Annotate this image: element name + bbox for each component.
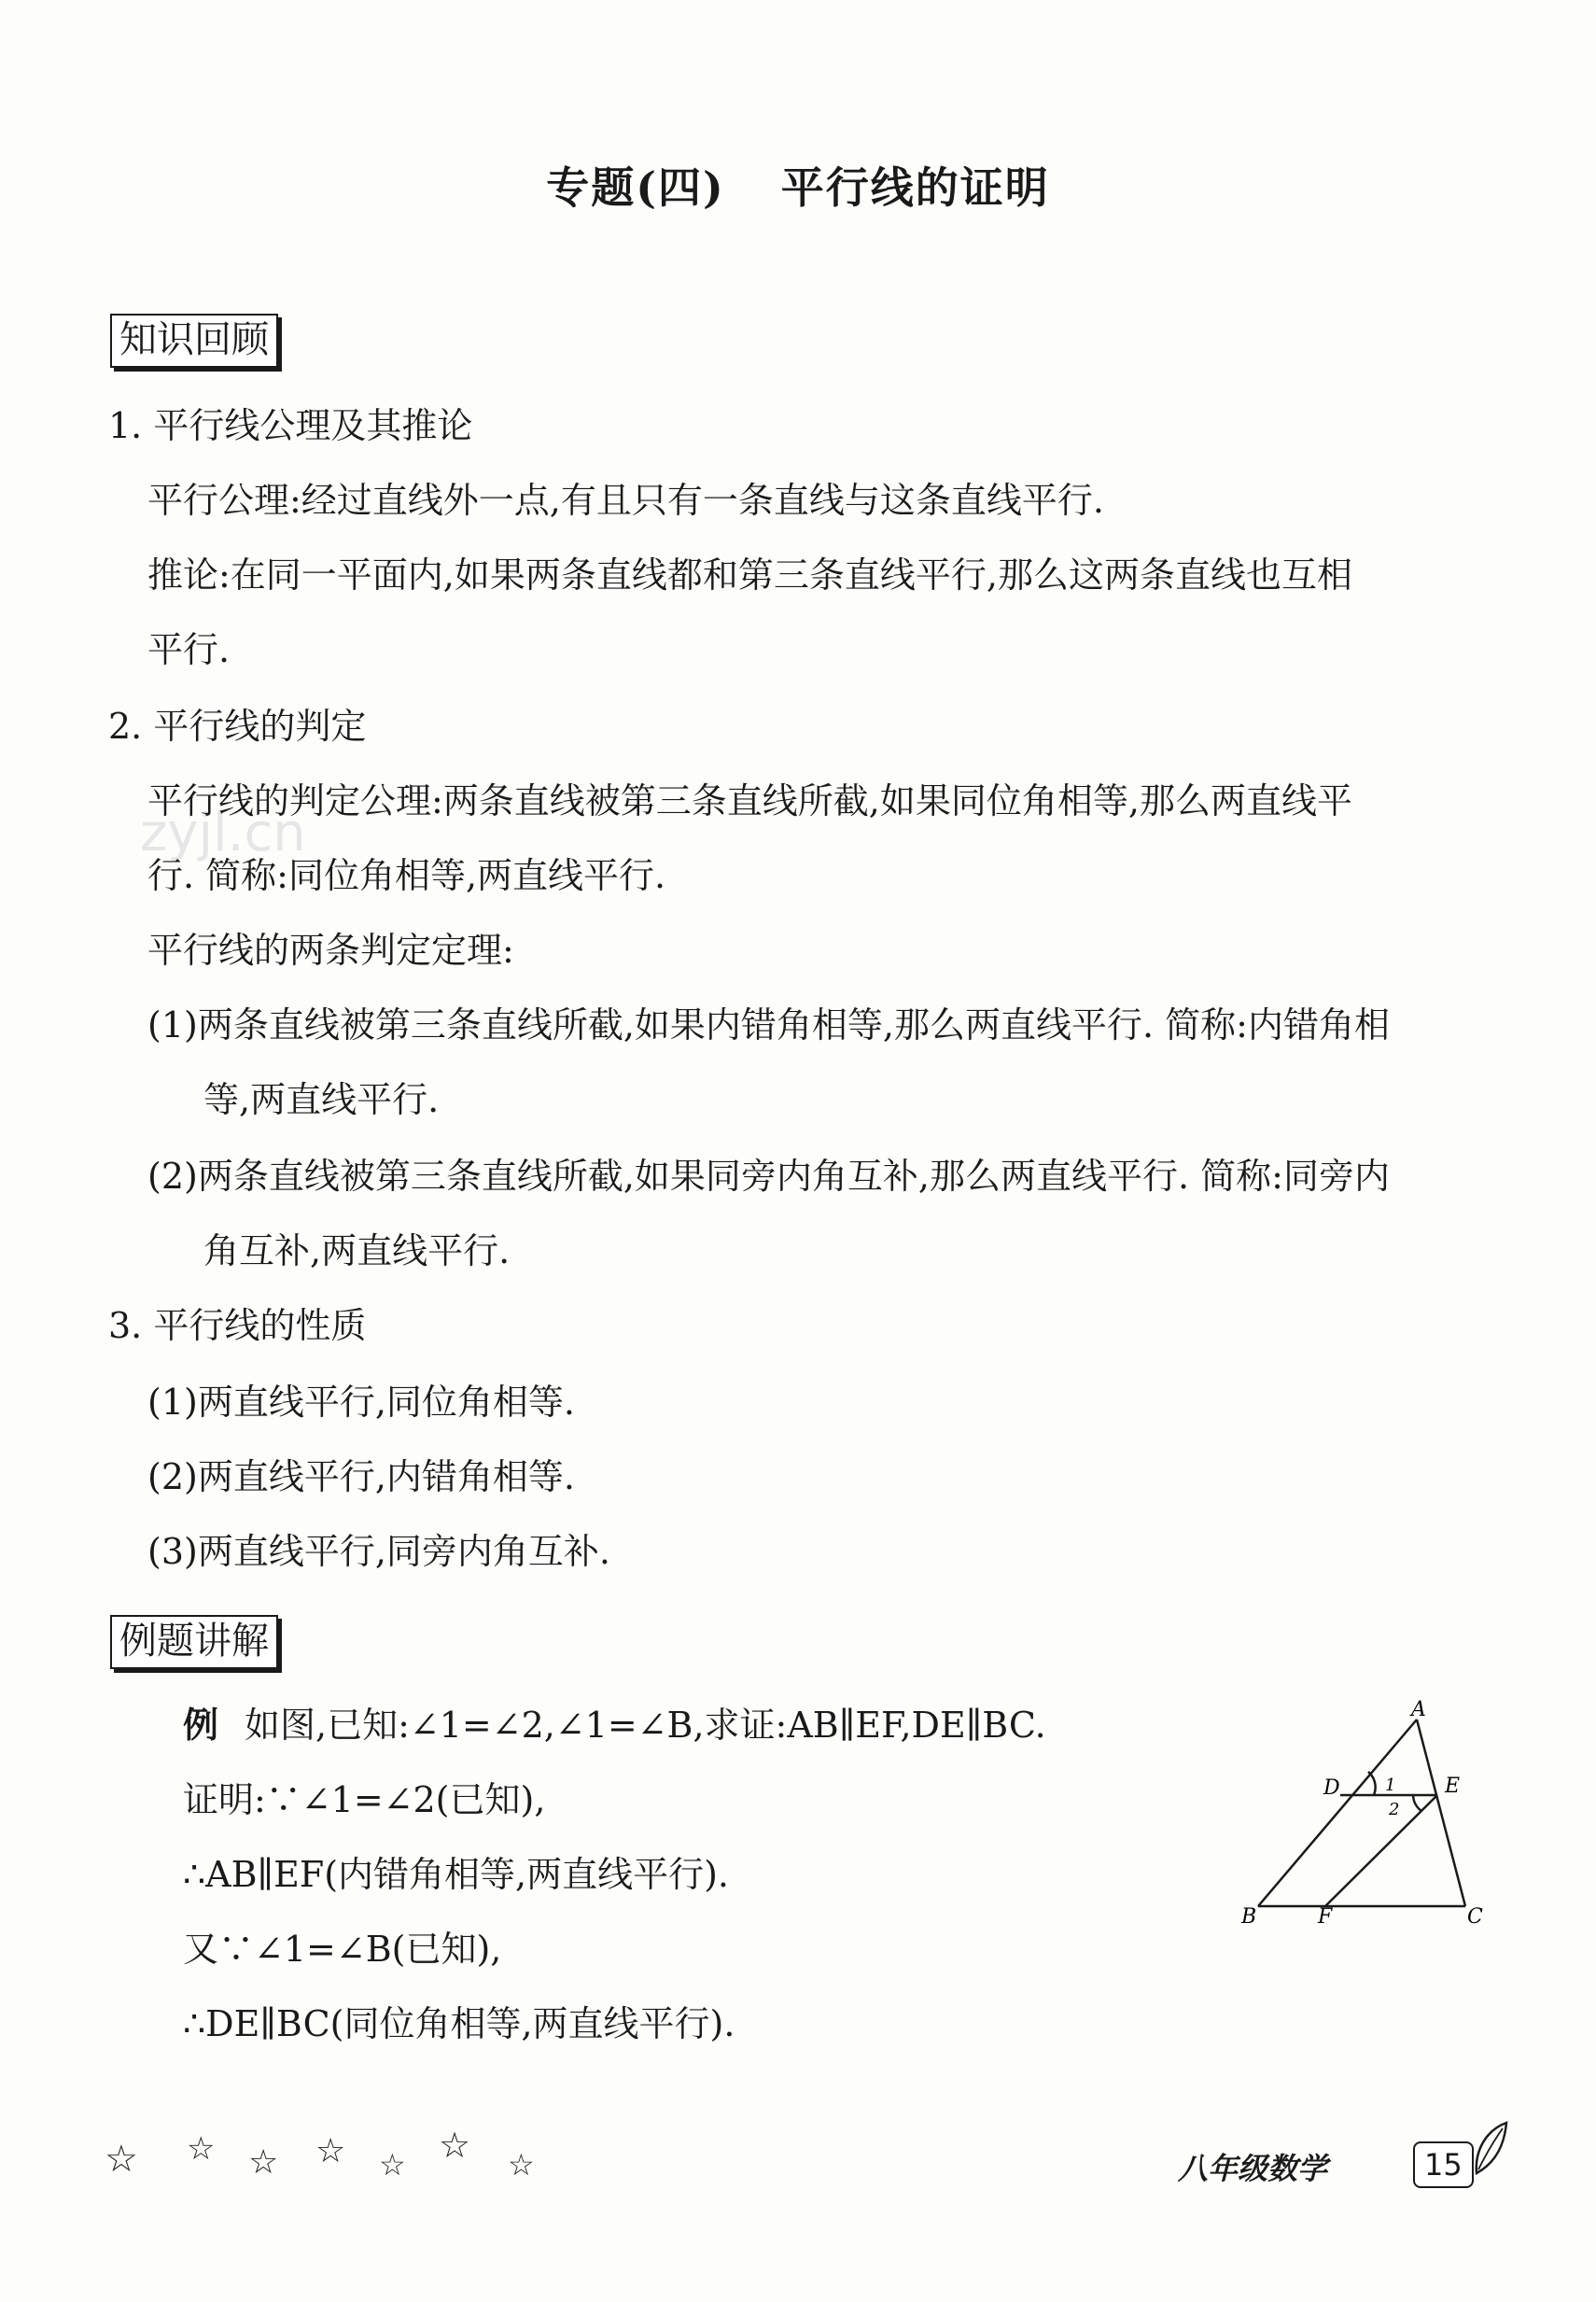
proof-step-2: ∴AB∥EF(内错角相等,两直线平行). [183, 1854, 730, 1895]
star-icon: ☆ [439, 2125, 471, 2166]
section-label-example: 例题讲解 [110, 1615, 278, 1669]
theorem-2-line2: 角互补,两直线平行. [203, 1230, 511, 1271]
heading-3: 3. 平行线的性质 [108, 1305, 367, 1346]
proof-step-4: ∴DE∥BC(同位角相等,两直线平行). [183, 2003, 735, 2044]
title-topic-name: 平行线的证明 [780, 162, 1050, 213]
leaf-icon [1469, 2117, 1512, 2177]
star-icon: ☆ [315, 2132, 346, 2170]
property-3: (3)两直线平行,同旁内角互补. [147, 1531, 610, 1572]
example-text: 如图,已知:∠1=∠2,∠1=∠B,求证:AB∥EF,DE∥BC. [245, 1705, 1046, 1746]
theorem-1-line2: 等,两直线平行. [203, 1079, 440, 1120]
label-E: E [1445, 1775, 1461, 1798]
theorem-2-line1: (2)两条直线被第三条直线所截,如果同旁内角互补,那么两直线平行. 简称:同旁内 [147, 1156, 1390, 1197]
segment-EF [1325, 1795, 1437, 1906]
proof-step-1: 证明:∵∠1=∠2(已知), [183, 1779, 546, 1820]
label-angle-2: 2 [1389, 1800, 1400, 1819]
page-number: 15 [1413, 2141, 1474, 2188]
star-icon: ☆ [508, 2147, 535, 2183]
geometry-figure [1232, 1699, 1503, 1942]
angle-2-arc [1413, 1795, 1421, 1811]
paragraph-corollary-line2: 平行. [147, 629, 231, 670]
star-icon: ☆ [105, 2138, 138, 2181]
section-label-review: 知识回顾 [110, 314, 278, 368]
label-B: B [1241, 1905, 1257, 1929]
label-C: C [1467, 1905, 1483, 1929]
paragraph-determination-axiom-line2: 行. 简称:同位角相等,两直线平行. [147, 855, 666, 896]
label-A: A [1411, 1699, 1426, 1721]
heading-1: 1. 平行线公理及其推论 [108, 405, 473, 446]
theorem-1-line1: (1)两条直线被第三条直线所截,如果内错角相等,那么两直线平行. 简称:内错角相 [147, 1004, 1390, 1046]
label-F: F [1318, 1905, 1333, 1929]
title-topic-number: 专题(四) [546, 162, 725, 213]
paragraph-determination-theorems: 平行线的两条判定定理: [147, 930, 514, 971]
label-angle-1: 1 [1385, 1776, 1396, 1795]
star-icon: ☆ [248, 2143, 279, 2182]
star-icon: ☆ [379, 2147, 406, 2183]
property-1: (1)两直线平行,同位角相等. [147, 1382, 575, 1423]
footer-subject: 八年级数学 [1178, 2151, 1328, 2186]
watermark: zyjl.cn [140, 803, 306, 863]
heading-2: 2. 平行线的判定 [108, 706, 367, 747]
star-icon: ☆ [187, 2130, 216, 2168]
example-statement [183, 1701, 1046, 1749]
paragraph-parallel-axiom: 平行公理:经过直线外一点,有且只有一条直线与这条直线平行. [147, 480, 1104, 521]
segment-AC [1417, 1719, 1465, 1906]
label-D: D [1323, 1776, 1340, 1800]
proof-step-3: 又∵∠1=∠B(已知), [183, 1929, 502, 1970]
page-title [0, 154, 1596, 216]
property-2: (2)两直线平行,内错角相等. [147, 1456, 575, 1497]
paragraph-determination-axiom-line1: 平行线的判定公理:两条直线被第三条直线所截,如果同位角相等,那么两直线平 [147, 780, 1352, 821]
paragraph-corollary-line1: 推论:在同一平面内,如果两条直线都和第三条直线平行,那么这两条直线也互相 [147, 554, 1352, 596]
example-label: 例 [183, 1704, 219, 1746]
